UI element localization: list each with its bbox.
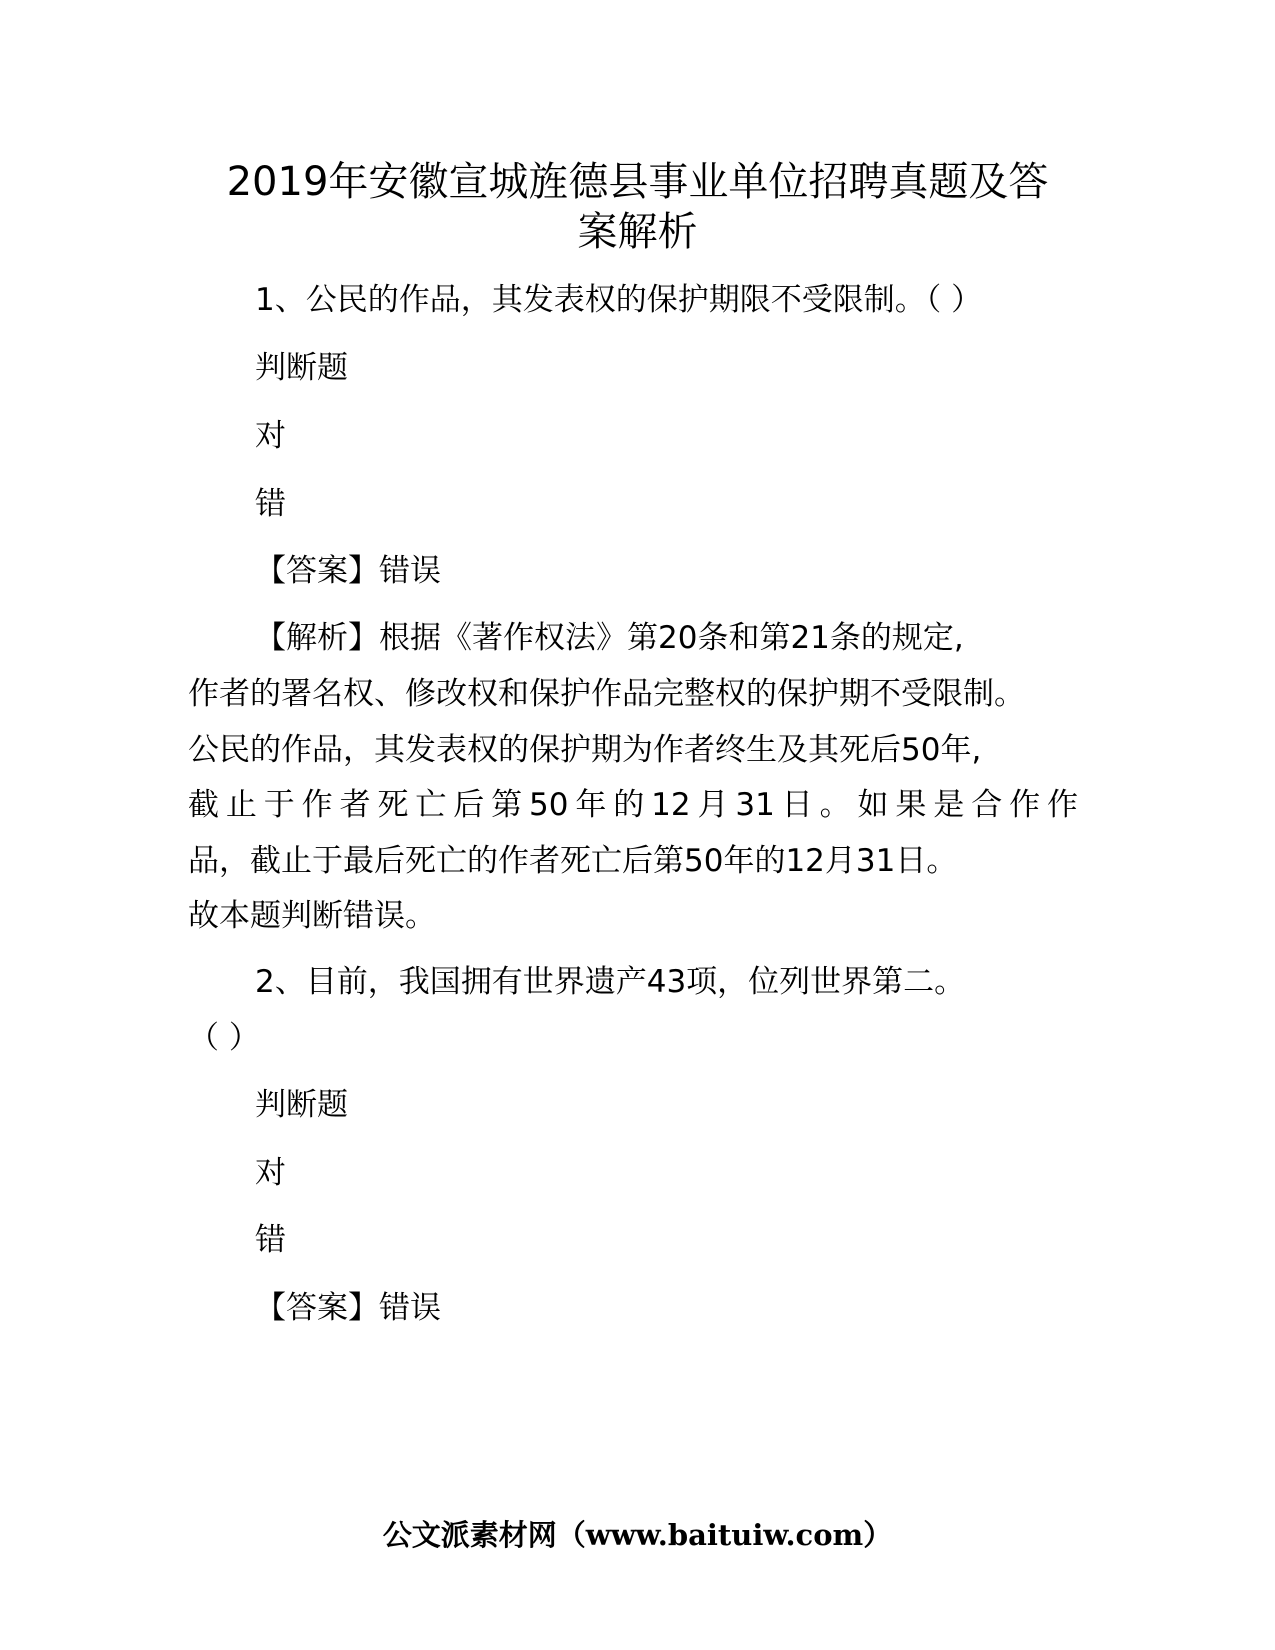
question-1-analysis-line: 【解析】根据《著作权法》第20条和第21条的规定, bbox=[255, 620, 964, 656]
document-title-line-1: 2019年安徽宣城旌德县事业单位招聘真题及答 bbox=[226, 159, 1049, 205]
question-2-text-line-2: （ ） bbox=[188, 1020, 260, 1056]
question-1-analysis-line: 作者的署名权、修改权和保护作品完整权的保护期不受限制。 bbox=[188, 676, 1025, 712]
question-1-analysis-line: 故本题判断错误。 bbox=[188, 898, 436, 934]
page-footer-source: 公文派素材网（www.baituiw.com） bbox=[382, 1518, 893, 1552]
document-title-line-2: 案解析 bbox=[577, 209, 698, 255]
question-1-analysis-line: 品，截止于最后死亡的作者死亡后第50年的12月31日。 bbox=[188, 843, 958, 879]
question-2-option-true: 对 bbox=[255, 1155, 286, 1191]
question-1-option-true: 对 bbox=[255, 418, 286, 454]
question-1-answer: 【答案】错误 bbox=[255, 553, 441, 589]
question-1-option-false: 错 bbox=[255, 486, 286, 522]
question-2-answer: 【答案】错误 bbox=[255, 1290, 441, 1326]
question-2-type: 判断题 bbox=[255, 1087, 348, 1123]
question-1-type: 判断题 bbox=[255, 350, 348, 386]
question-1-analysis-line: 公民的作品，其发表权的保护期为作者终生及其死后50年, bbox=[188, 732, 982, 768]
question-1-text: 1、公民的作品，其发表权的保护期限不受限制。（ ） bbox=[255, 282, 983, 318]
question-2-text-line-1: 2、目前，我国拥有世界遗产43项，位列世界第二。 bbox=[255, 964, 966, 1000]
question-2-option-false: 错 bbox=[255, 1222, 286, 1258]
question-1-analysis-line: 截止于作者死亡后第50年的12月31日。如果是合作作 bbox=[188, 787, 1078, 823]
